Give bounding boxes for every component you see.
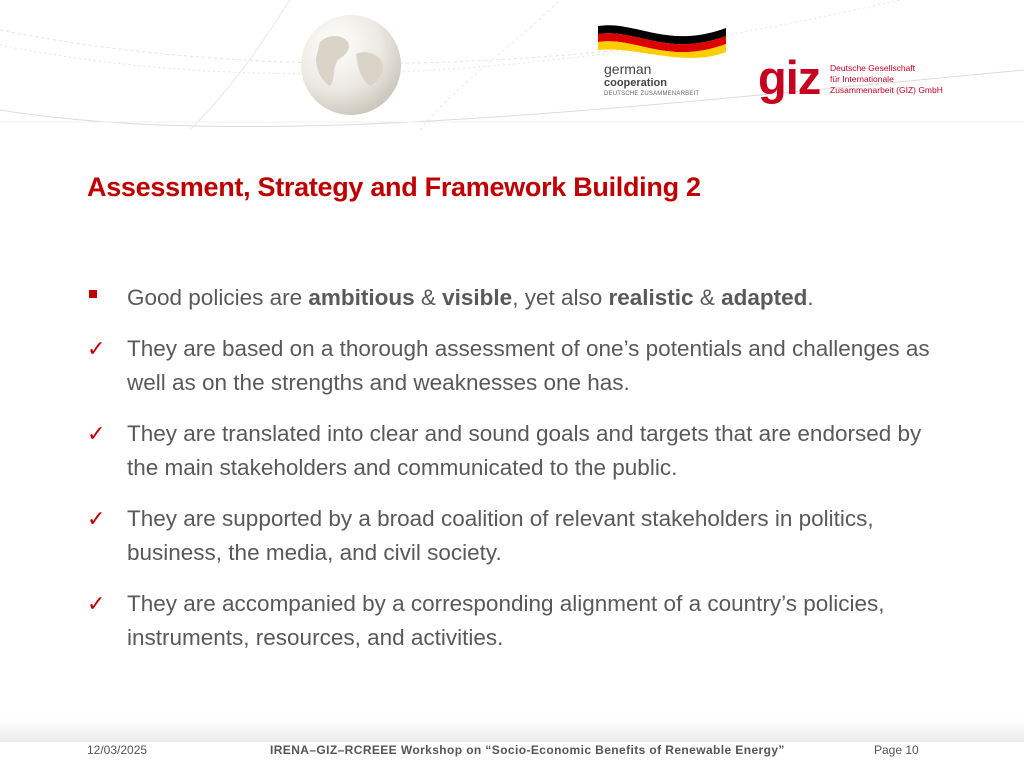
footer-page-number: Page 10: [874, 743, 919, 757]
giz-text-line: Deutsche Gesellschaft: [830, 63, 916, 73]
giz-text-line: für Internationale: [830, 74, 894, 84]
bullet-item: [87, 502, 947, 570]
globe-graphic: [298, 12, 404, 118]
giz-text-line: Zusammenarbeit (GIZ) GmbH: [830, 85, 943, 95]
checkmark-icon: ✓: [87, 336, 106, 361]
slide-title: Assessment, Strategy and Framework Building 2: [87, 172, 701, 202]
bullet-text: They are translated into clear and sound goals and targets that are endorsed by the main stakeholders and communicated to the public.: [127, 421, 922, 480]
giz-logo-text: [830, 63, 943, 96]
bullet-text: They are accompanied by a corresponding alignment of a country’s policies, instruments, resources, and activities.: [127, 591, 885, 650]
bullet-text: They are supported by a broad coalition of relevant stakeholders in politics, business, the media, and civil society.: [127, 506, 874, 565]
german-cooperation-line1: german: [604, 61, 652, 77]
bullet-text: Good policies are ambitious & visible, yet also realistic & adapted.: [127, 285, 814, 310]
checkmark-icon: ✓: [87, 421, 106, 446]
german-flag-ribbon-icon: [596, 20, 728, 66]
german-cooperation-logo: [596, 20, 728, 100]
giz-logo-mark: giz: [758, 51, 821, 104]
footer-title: IRENA–GIZ–RCREEE Workshop on “Socio-Economic Benefits of Renewable Energy”: [270, 743, 785, 757]
german-cooperation-line2: cooperation: [604, 77, 667, 89]
footer-date: 12/03/2025: [87, 743, 148, 757]
bullet-text: They are based on a thorough assessment of one’s potentials and challenges as well as on the strengths and weaknesses one has.: [127, 336, 930, 395]
bullet-item: [87, 332, 947, 400]
square-bullet-icon: [89, 290, 97, 298]
footer-band: [0, 718, 1024, 742]
bullet-item: [87, 281, 947, 315]
checkmark-icon: ✓: [87, 506, 106, 531]
bullet-item: [87, 587, 947, 655]
bullet-item: [87, 417, 947, 485]
german-cooperation-line3: DEUTSCHE ZUSAMMENARBEIT: [604, 91, 700, 97]
checkmark-icon: ✓: [87, 591, 106, 616]
bullet-list: [87, 281, 947, 672]
